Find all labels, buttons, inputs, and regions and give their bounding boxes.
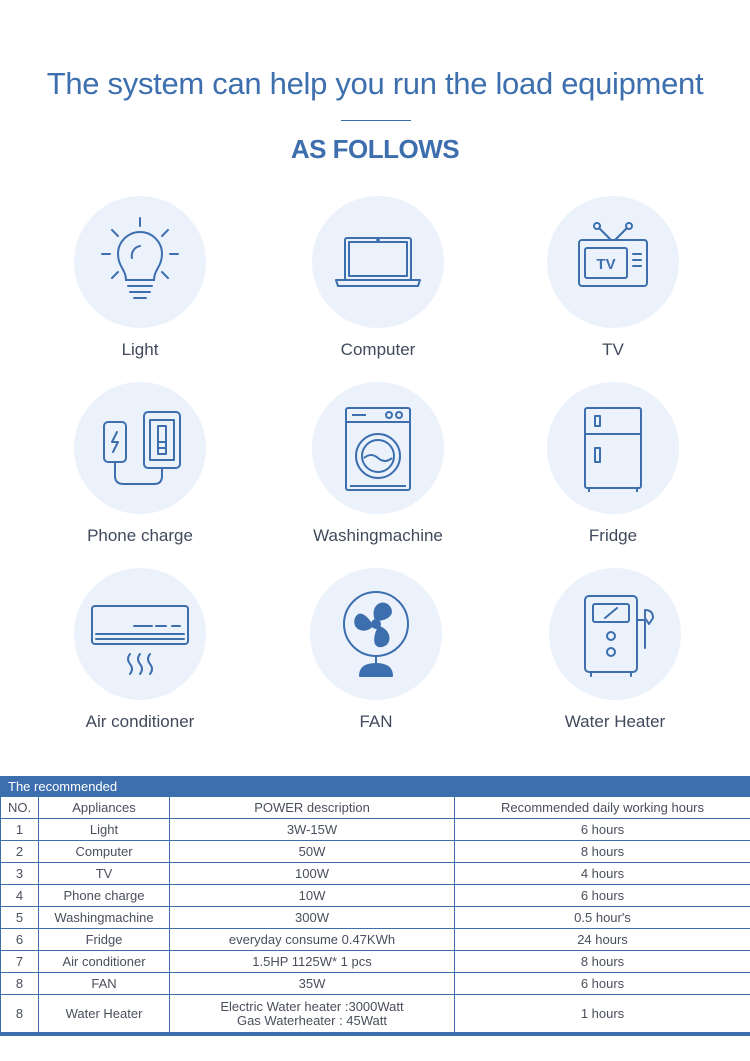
table-cell: 10W bbox=[170, 885, 455, 907]
light-bulb-icon bbox=[74, 196, 206, 328]
table-row bbox=[1, 907, 750, 929]
column-header: NO. bbox=[1, 797, 39, 819]
appliance-tile-light bbox=[40, 196, 240, 360]
appliance-tile-computer bbox=[278, 196, 478, 360]
title-divider bbox=[341, 120, 411, 121]
tv-icon bbox=[547, 196, 679, 328]
fan-icon bbox=[310, 568, 442, 700]
appliance-tile-tv bbox=[513, 196, 713, 360]
table-cell: 50W bbox=[170, 841, 455, 863]
table-cell: 8 hours bbox=[455, 951, 750, 973]
tile-label: Computer bbox=[340, 340, 416, 359]
table-cell: Computer bbox=[39, 841, 170, 863]
table-cell: 8 bbox=[1, 995, 39, 1033]
table-cell: 1 bbox=[1, 819, 39, 841]
fridge-icon bbox=[547, 382, 679, 514]
tile-label: Water Heater bbox=[564, 712, 666, 731]
tile-label: Washingmachine bbox=[313, 526, 443, 545]
table-cell: 24 hours bbox=[455, 929, 750, 951]
table-cell: 300W bbox=[170, 907, 455, 929]
table-cell: TV bbox=[39, 863, 170, 885]
table-cell: 4 bbox=[1, 885, 39, 907]
table-cell: 35W bbox=[170, 973, 455, 995]
table-cell: 8 hours bbox=[455, 841, 750, 863]
recommended-table bbox=[0, 776, 750, 1036]
table-cell: 7 bbox=[1, 951, 39, 973]
phone-charge-icon bbox=[74, 382, 206, 514]
table-cell: Phone charge bbox=[39, 885, 170, 907]
table-cell: FAN bbox=[39, 973, 170, 995]
table-cell: 2 bbox=[1, 841, 39, 863]
table-cell: 6 hours bbox=[455, 885, 750, 907]
tile-label: Fridge bbox=[588, 526, 638, 545]
column-header: Recommended daily working hours bbox=[455, 797, 750, 819]
appliance-tile-phone-charge bbox=[40, 382, 240, 546]
table-row bbox=[1, 841, 750, 863]
table-cell: 5 bbox=[1, 907, 39, 929]
table-row bbox=[1, 819, 750, 841]
tile-label: Air conditioner bbox=[85, 712, 195, 731]
tile-label: Light bbox=[121, 340, 159, 359]
table-cell: 6 bbox=[1, 929, 39, 951]
power-line-1: Electric Water heater :3000Watt bbox=[220, 998, 404, 1014]
appliance-tile-water-heater bbox=[515, 568, 715, 732]
tile-label: Phone charge bbox=[87, 526, 193, 545]
table-cell: 6 hours bbox=[455, 973, 750, 995]
appliance-tile-washingmachine bbox=[278, 382, 478, 546]
power-line-2: Gas Waterheater : 45Watt bbox=[236, 1012, 388, 1028]
table-cell: 3 bbox=[1, 863, 39, 885]
table-cell: Light bbox=[39, 819, 170, 841]
air-conditioner-icon bbox=[74, 568, 206, 700]
column-header: Appliances bbox=[39, 797, 170, 819]
table-cell: Washingmachine bbox=[39, 907, 170, 929]
washing-machine-icon bbox=[312, 382, 444, 514]
column-header: POWER description bbox=[170, 797, 455, 819]
table-cell: 4 hours bbox=[455, 863, 750, 885]
table-cell: 3W-15W bbox=[170, 819, 455, 841]
tile-label: FAN bbox=[359, 712, 393, 731]
appliance-tile-fridge bbox=[513, 382, 713, 546]
table-cell: Fridge bbox=[39, 929, 170, 951]
table-row bbox=[1, 951, 750, 973]
table-cell: 1.5HP 1125W* 1 pcs bbox=[170, 951, 455, 973]
table-bottom-rule bbox=[0, 1033, 750, 1036]
table-caption: The recommended bbox=[0, 776, 750, 796]
table-row bbox=[1, 929, 750, 951]
tile-label: TV bbox=[602, 340, 624, 359]
table-cell: Air conditioner bbox=[39, 951, 170, 973]
table-cell bbox=[170, 995, 455, 1033]
table-cell: everyday consume 0.47KWh bbox=[170, 929, 455, 951]
laptop-icon bbox=[312, 196, 444, 328]
appliance-tile-fan bbox=[276, 568, 476, 732]
page-title: The system can help you run the load equipment bbox=[46, 66, 704, 101]
table-row bbox=[1, 973, 750, 995]
table-cell: 6 hours bbox=[455, 819, 750, 841]
table-cell: 0.5 hour's bbox=[455, 907, 750, 929]
water-heater-icon bbox=[549, 568, 681, 700]
appliance-tile-air-conditioner bbox=[40, 568, 240, 732]
table-row bbox=[1, 885, 750, 907]
svg-text:TV: TV bbox=[596, 256, 616, 273]
table-row bbox=[1, 863, 750, 885]
page-subtitle: AS FOLLOWS bbox=[290, 134, 460, 164]
table-cell: 8 bbox=[1, 973, 39, 995]
table-cell: 100W bbox=[170, 863, 455, 885]
table-header-row bbox=[1, 797, 750, 819]
table-row bbox=[1, 995, 750, 1033]
table-cell: Water Heater bbox=[39, 995, 170, 1033]
table-cell: 1 hours bbox=[455, 995, 750, 1033]
